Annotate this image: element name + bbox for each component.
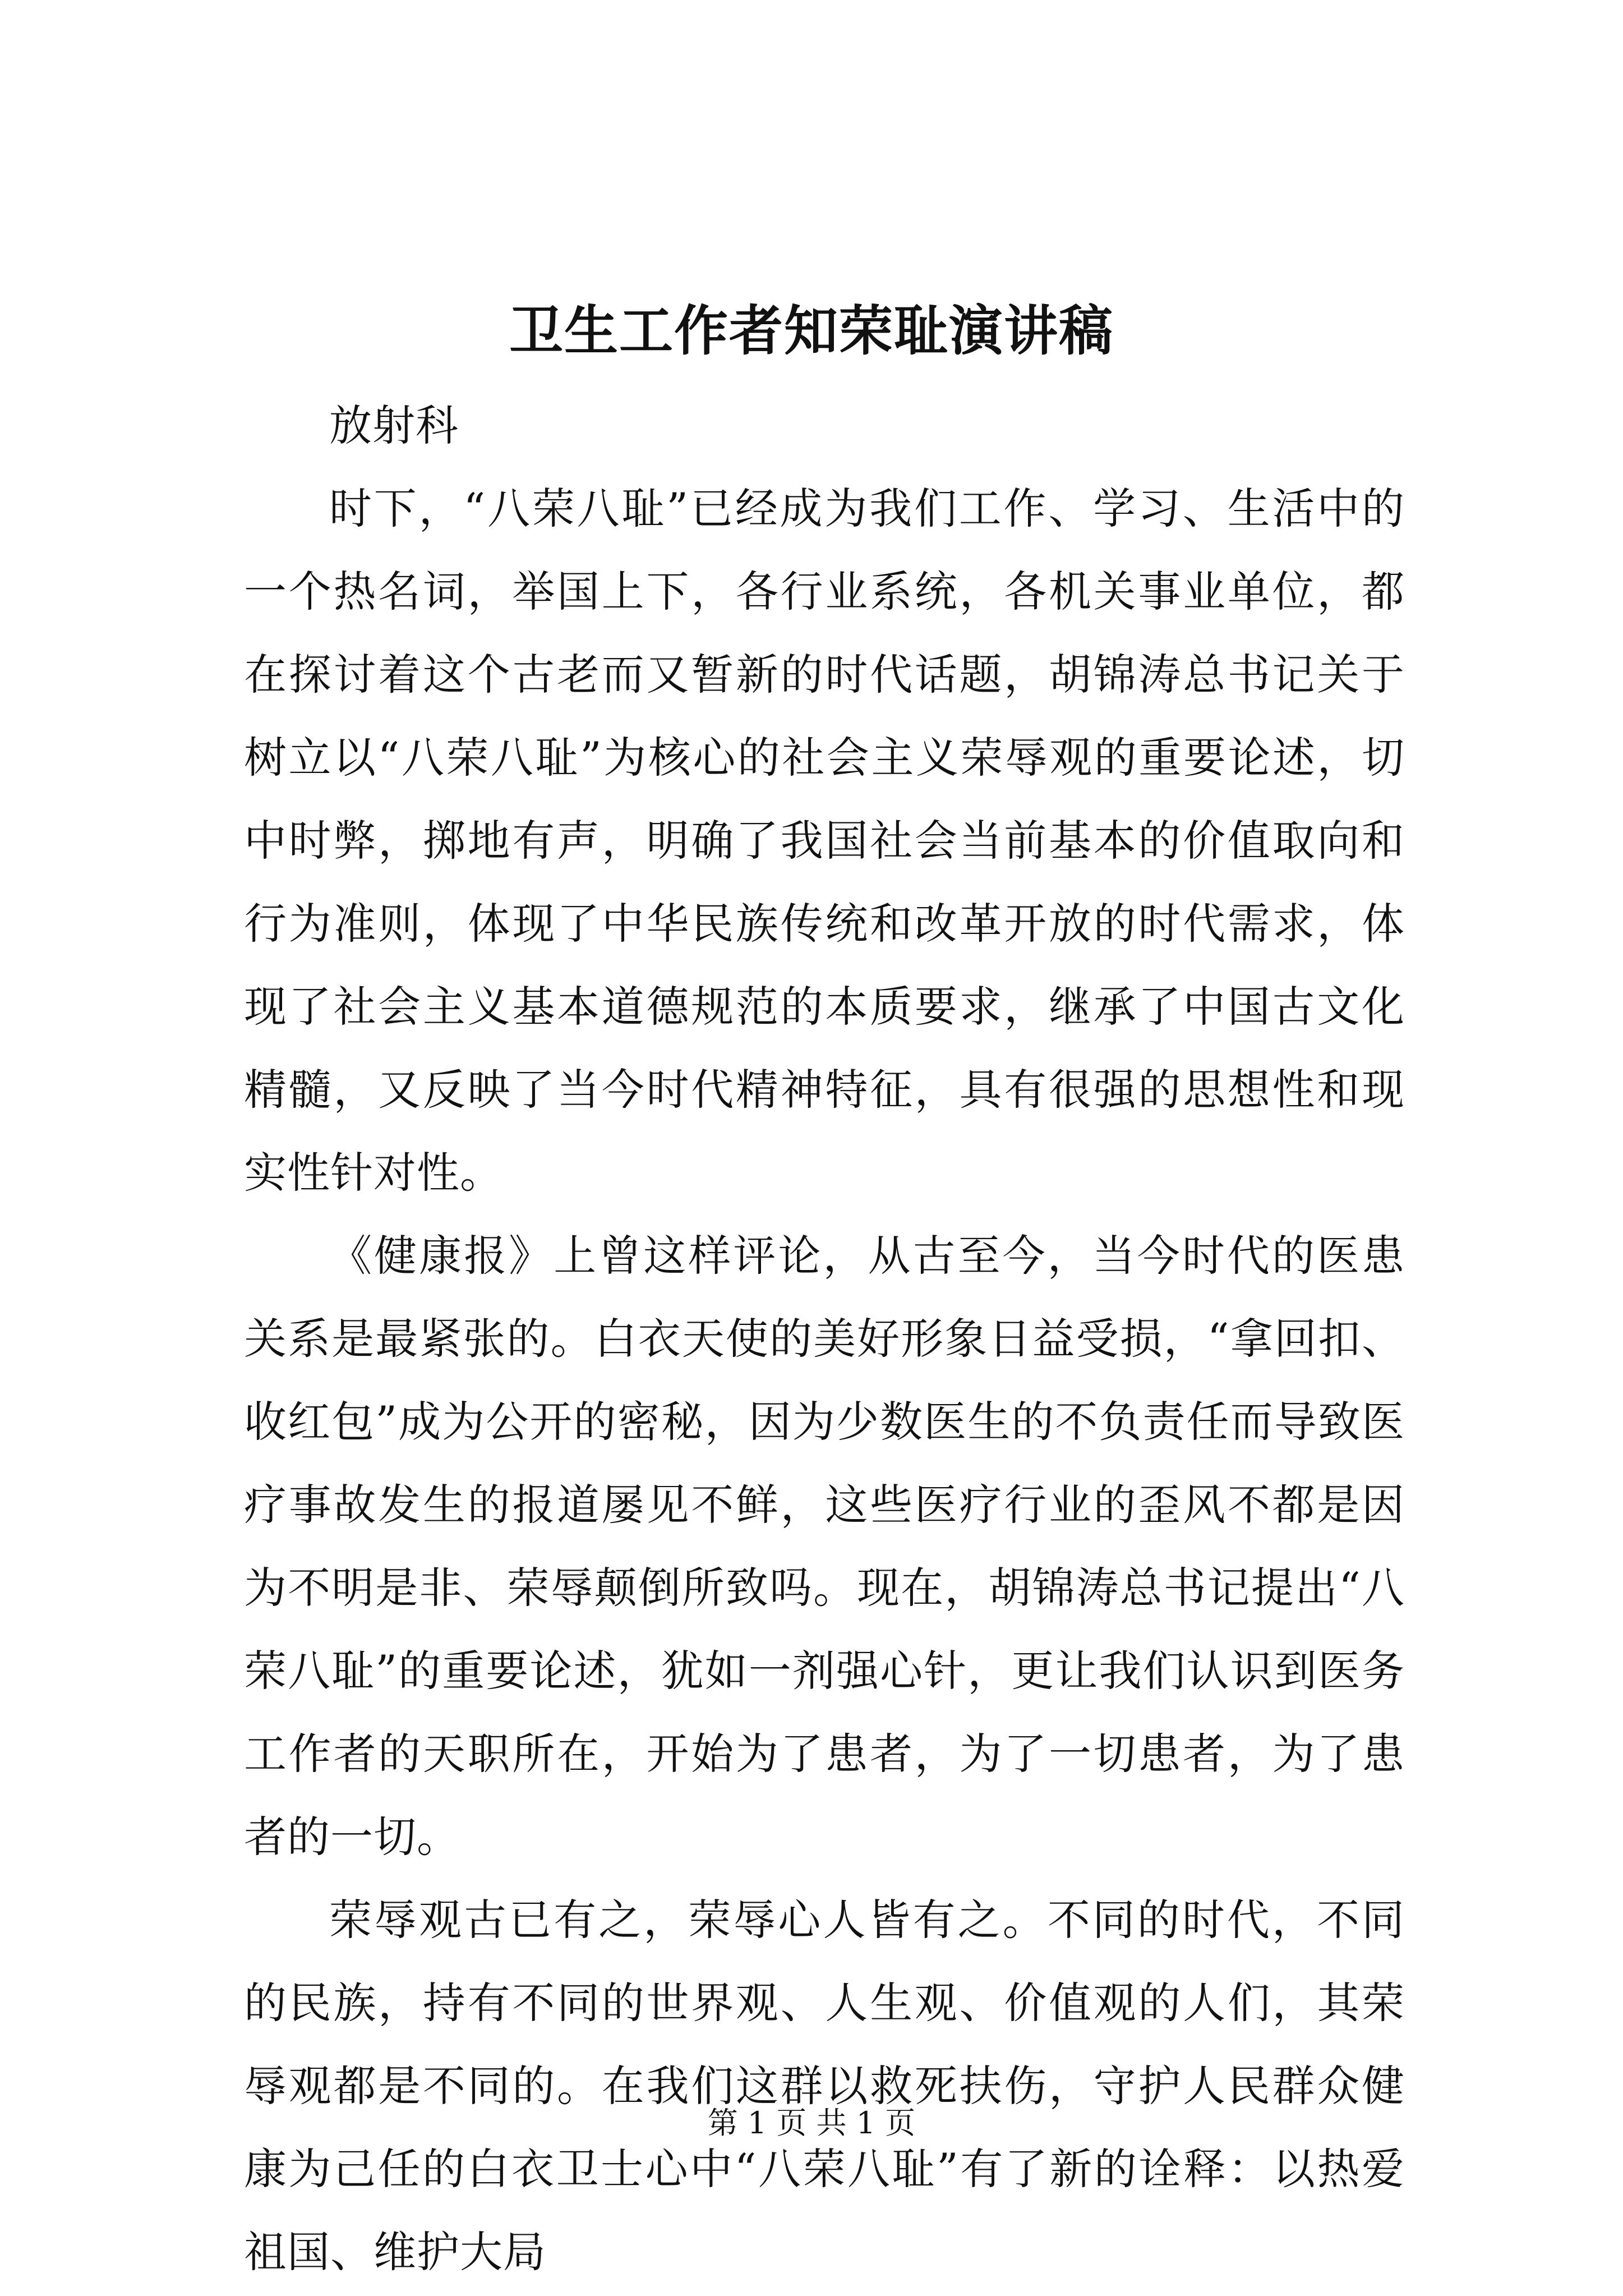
- document-title: 卫生工作者知荣耻演讲稿: [509, 299, 1114, 362]
- document-body: [244, 384, 1405, 2294]
- paragraph-1: 时下，“八荣八耻”已经成为我们工作、学习、生活中的一个热名词，举国上下，各行业系统，各机关事业单位，都在探讨着这个古老而又暂新的时代话题，胡锦涛总书记关于树立以“八荣八耻”为核心的社会主义荣辱观的重要论述，切中时弊，掷地有声，明确了我国社会当前基本的价值取向和行为准则，体现了中华民族传统和改革开放的时代需求，体现了社会主义基本道德规范的本质要求，继承了中国古文化精髓，又反映了当今时代精神特征，具有很强的思想性和现实性针对性。: [244, 484, 1405, 1198]
- department-line: 放射科: [329, 401, 459, 450]
- paragraph-2: 《健康报》上曾这样评论，从古至今，当今时代的医患关系是最紧张的。白衣天使的美好形象日益受损，“拿回扣、收红包”成为公开的密秘，因为少数医生的不负责任而导致医疗事故发生的报道屡见不鲜，这些医疗行业的歪风不都是因为不明是非、荣辱颠倒所致吗。现在，胡锦涛总书记提出“八荣八耻”的重要论述，犹如一剂强心针，更让我们认识到医务工作者的天职所在，开始为了患者，为了一切患者，为了患者的一切。: [244, 1231, 1405, 1862]
- page-footer: 第 1 页 共 1 页: [707, 2105, 916, 2141]
- paragraph-3: 荣辱观古已有之，荣辱心人皆有之。不同的时代，不同的民族，持有不同的世界观、人生观、价值观的人们，其荣辱观都是不同的。在我们这群以救死扶伤，守护人民群众健康为己任的白衣卫士心中“八荣八耻”有了新的诠释：以热爱祖国、维护大局: [244, 1895, 1405, 2277]
